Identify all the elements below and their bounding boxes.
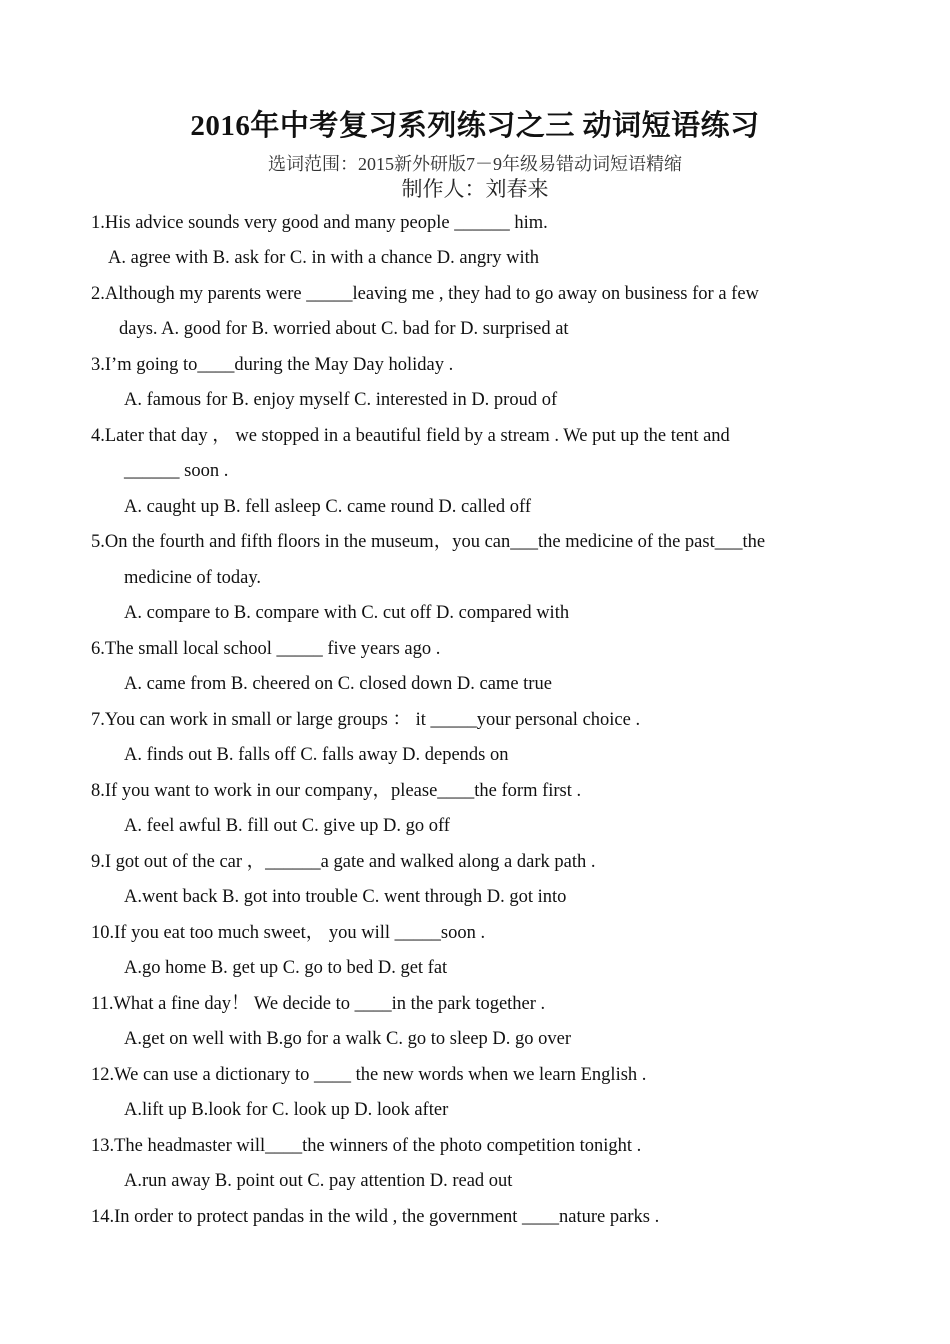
question-3-stem: 3.I’m going to____during the May Day holiday . (91, 355, 454, 375)
question-6-options: A. came from B. cheered on C. closed down D. came true (124, 674, 552, 694)
question-14-stem: 14.In order to protect pandas in the wild , the government ____nature parks . (91, 1207, 660, 1227)
question-13-options: A.run away B. point out C. pay attention D. read out (124, 1171, 513, 1191)
document-subtitle: 选词范围：2015新外研版7－9年级易错动词短语精缩 (268, 154, 682, 174)
question-6-stem: 6.The small local school _____ five years ago . (91, 639, 441, 659)
document-title: 2016年中考复习系列练习之三 动词短语练习 (190, 110, 760, 142)
question-4-stem: 4.Later that day ， we stopped in a beautiful field by a stream . We put up the tent and (91, 426, 730, 446)
question-5-stem-continued: medicine of today. (124, 568, 261, 588)
question-1-options: A. agree with B. ask for C. in with a chance D. angry with (108, 248, 540, 268)
question-13-stem: 13.The headmaster will____the winners of the photo competition tonight . (91, 1136, 642, 1156)
question-10-stem: 10.If you eat too much sweet， you will _____soon . (91, 923, 486, 943)
question-12-options: A.lift up B.look for C. look up D. look after (124, 1100, 449, 1120)
question-11-options: A.get on well with B.go for a walk C. go to sleep D. go over (124, 1029, 572, 1049)
question-4-options: A. caught up B. fell asleep C. came round D. called off (124, 497, 532, 517)
question-12-stem: 12.We can use a dictionary to ____ the new words when we learn English . (91, 1065, 647, 1085)
question-5-stem: 5.On the fourth and fifth floors in the museum，you can___the medicine of the past___the (91, 532, 766, 552)
question-11-stem: 11.What a fine day！ We decide to ____in the park together . (91, 994, 546, 1014)
question-7-stem: 7.You can work in small or large groups ： it _____your personal choice . (91, 710, 641, 730)
question-8-options: A. feel awful B. fill out C. give up D. go off (124, 816, 450, 836)
question-8-stem: 8.If you want to work in our company，please____the form first . (91, 781, 582, 801)
question-9-stem: 9.I got out of the car ，______a gate and walked along a dark path . (91, 852, 596, 872)
question-4-stem-continued: ______ soon . (124, 461, 229, 481)
question-3-options: A. famous for B. enjoy myself C. interested in D. proud of (124, 390, 558, 410)
question-7-options: A. finds out B. falls off C. falls away D. depends on (124, 745, 509, 765)
question-10-options: A.go home B. get up C. go to bed D. get fat (124, 958, 448, 978)
document-author: 制作人：刘春来 (401, 177, 549, 201)
question-1-stem: 1.His advice sounds very good and many people ______ him. (91, 213, 548, 233)
question-2-stem: 2.Although my parents were _____leaving me , they had to go away on business for a few (91, 284, 759, 304)
question-5-options: A. compare to B. compare with C. cut off D. compared with (124, 603, 570, 623)
question-9-options: A.went back B. got into trouble C. went through D. got into (124, 887, 567, 907)
question-2-options: days. A. good for B. worried about C. bad for D. surprised at (119, 319, 569, 339)
